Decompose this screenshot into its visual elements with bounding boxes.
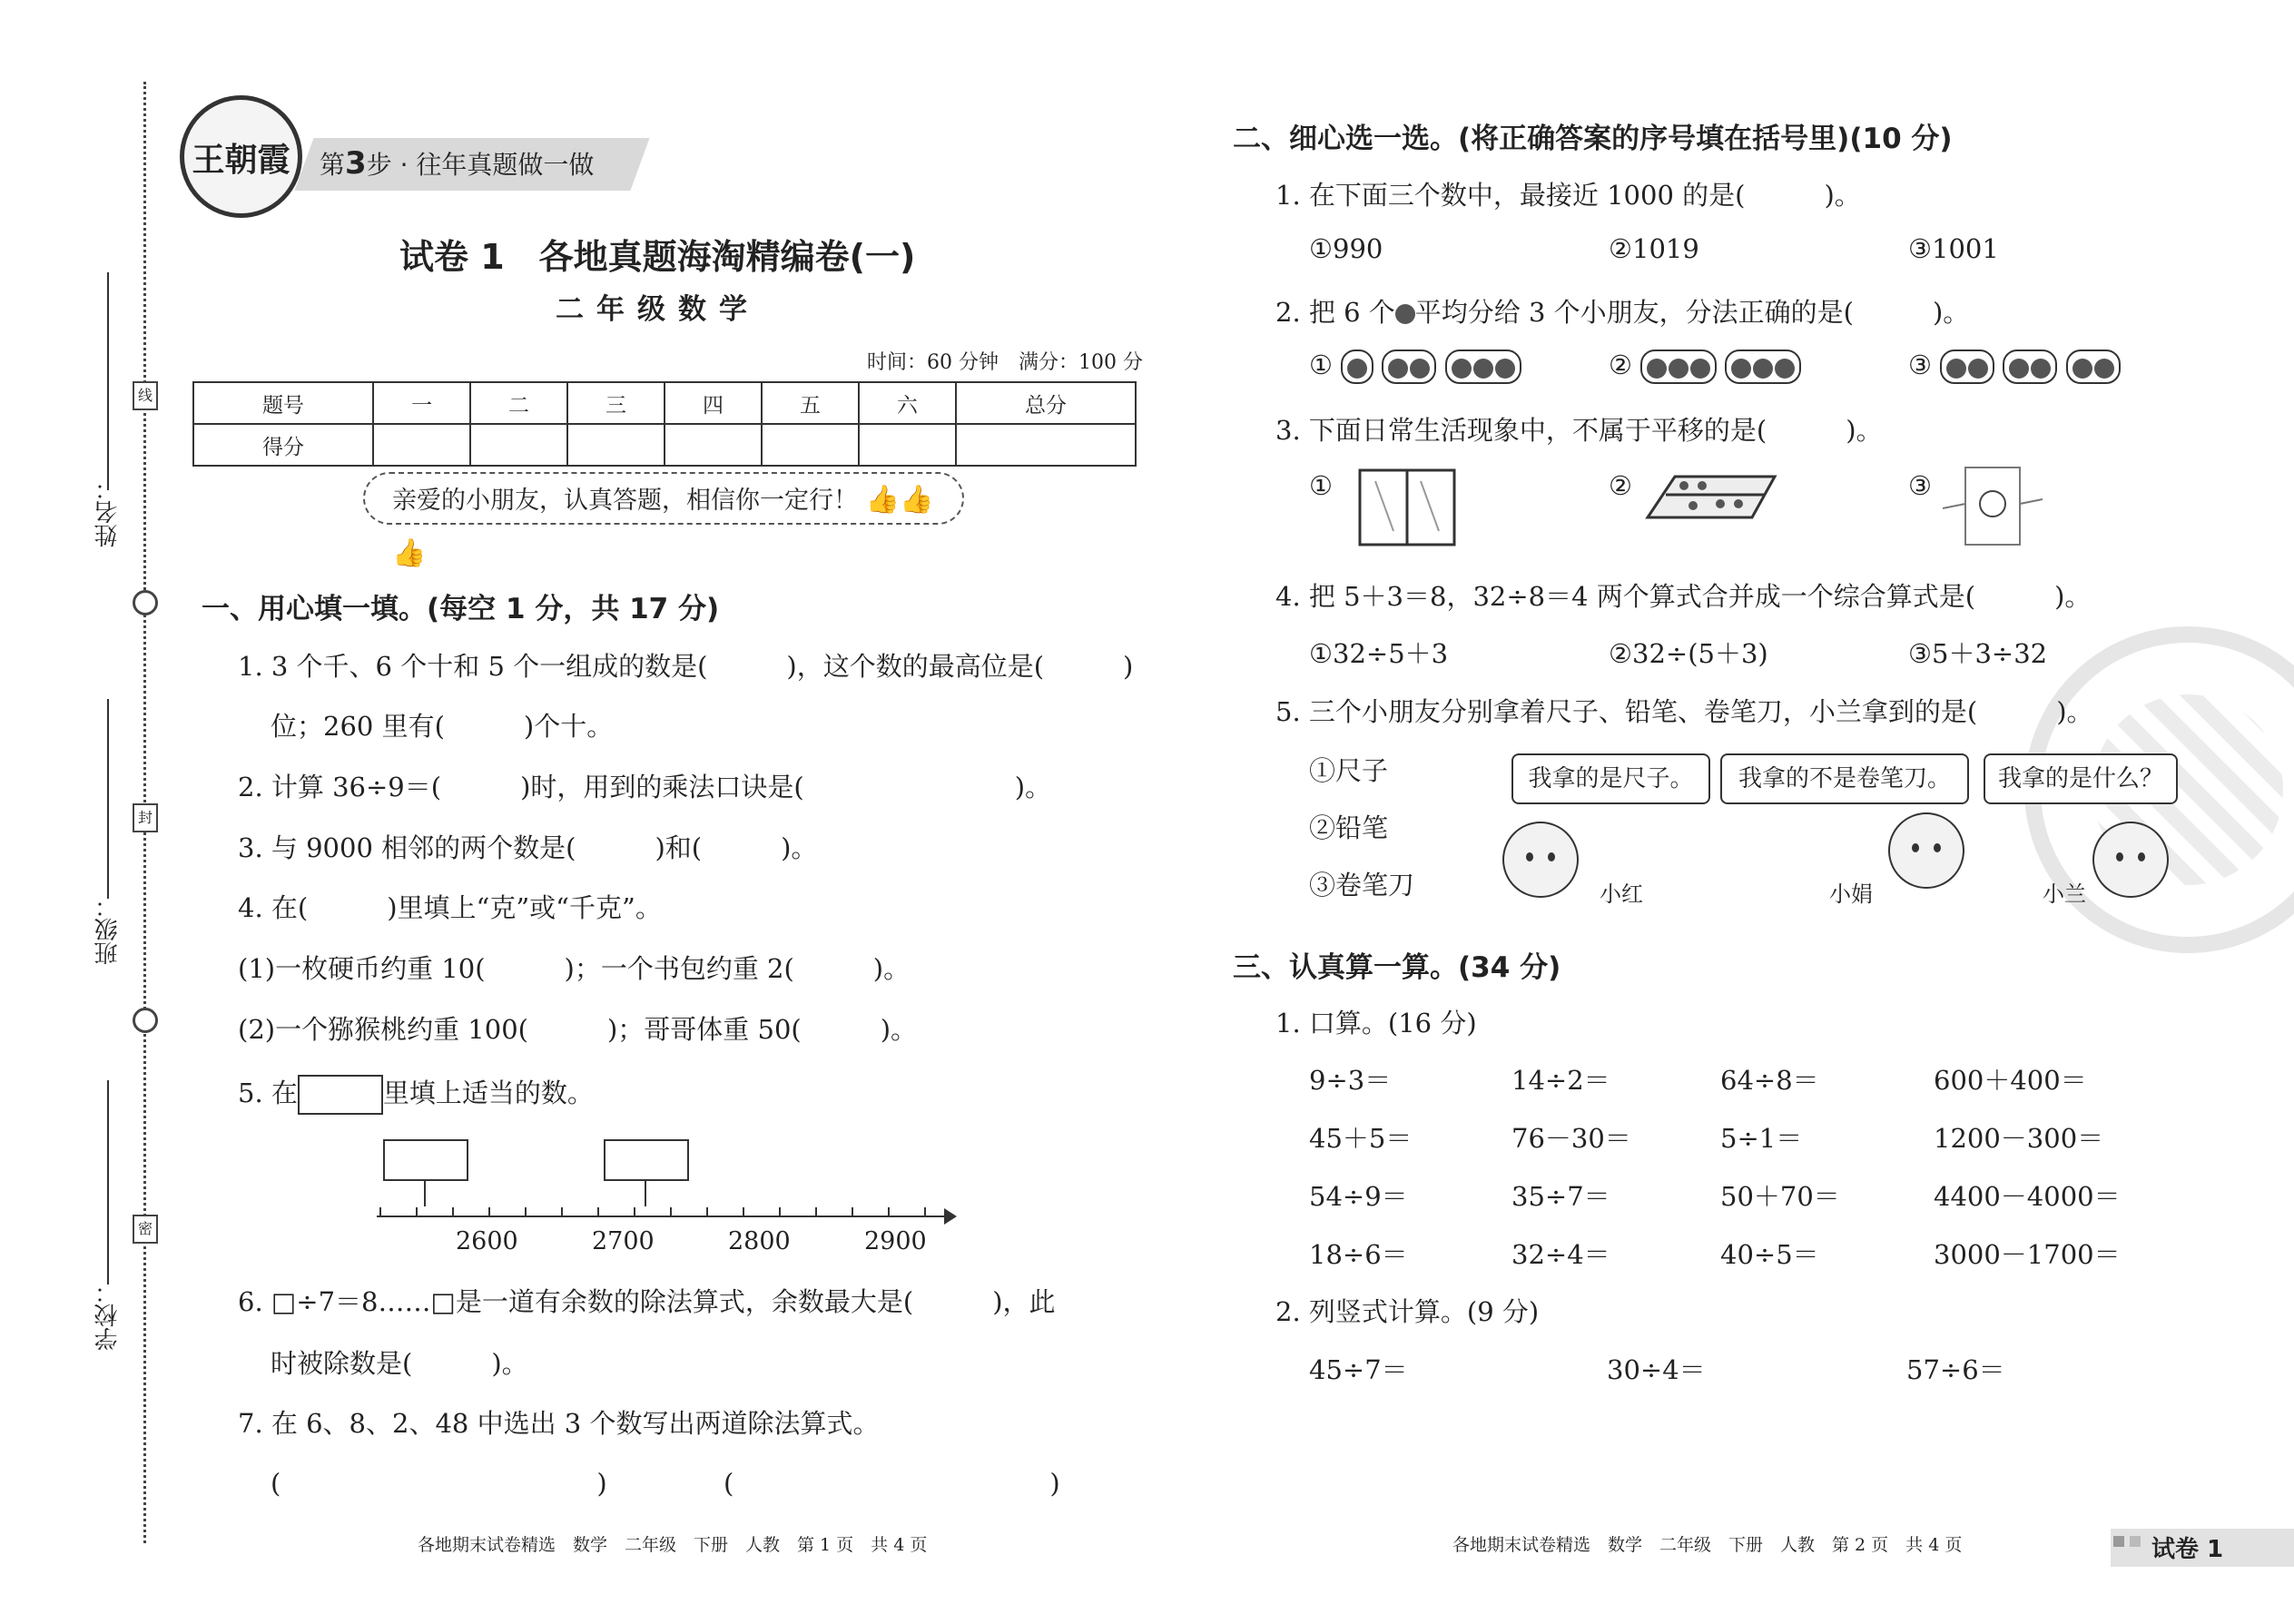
q6-line2: 时被除数是( )。 bbox=[271, 1348, 528, 1379]
thumbs-up-icon: 👍👍👍 bbox=[392, 484, 934, 569]
mental-problem: 50＋70＝ bbox=[1720, 1181, 1840, 1212]
score-header: 四 bbox=[665, 382, 762, 424]
numline-label: 2700 bbox=[592, 1227, 655, 1255]
s2-q1-option: ③1001 bbox=[1908, 233, 1999, 264]
speech-bubble: 我拿的是尺子。 bbox=[1511, 753, 1710, 804]
q5 bbox=[238, 1073, 594, 1115]
number-line-tick bbox=[706, 1207, 708, 1216]
mental-problem: 9÷3＝ bbox=[1309, 1065, 1392, 1096]
numline-label: 2900 bbox=[864, 1227, 927, 1255]
ring-icon bbox=[133, 1008, 158, 1033]
number-line-tick bbox=[379, 1207, 381, 1216]
step-suffix: 步 · 往年真题做一做 bbox=[366, 150, 595, 180]
score-header: 总分 bbox=[956, 382, 1136, 424]
s2-q4-option: ②32÷(5＋3) bbox=[1609, 638, 1768, 669]
s2-q2-suffix: 平均分给 3 个小朋友，分法正确的是( )。 bbox=[1414, 297, 1970, 328]
brand-badge bbox=[180, 95, 302, 218]
mental-problem: 35÷7＝ bbox=[1511, 1181, 1610, 1212]
option-num: ② bbox=[1609, 349, 1632, 380]
ball-icon bbox=[1410, 359, 1430, 379]
section2-title: 二、细心选一选。(将正确答案的序号填在括号里)(10 分) bbox=[1233, 123, 1953, 155]
footer-right: 各地期末试卷精选 数学 二年级 下册 人教 第 2 页 共 4 页 bbox=[1452, 1535, 1963, 1555]
mental-problem: 45＋5＝ bbox=[1309, 1123, 1413, 1154]
answer-box bbox=[298, 1075, 383, 1115]
encourage-banner bbox=[363, 472, 964, 569]
seal-feng: 封 bbox=[133, 803, 158, 832]
vertical-problem: 57÷6＝ bbox=[1906, 1354, 2005, 1385]
s2-q1-option: ①990 bbox=[1309, 233, 1383, 264]
s2-q5-option: ②铅笔 bbox=[1309, 812, 1389, 843]
footer-left: 各地期末试卷精选 数学 二年级 下册 人教 第 1 页 共 4 页 bbox=[418, 1535, 928, 1555]
s2-q1-option: ②1019 bbox=[1609, 233, 1699, 264]
mental-problem: 76－30＝ bbox=[1511, 1123, 1631, 1154]
s2-q5: 5. 三个小朋友分别拿着尺子、铅笔、卷笔刀，小兰拿到的是( )。 bbox=[1275, 696, 2093, 727]
q4-2: (2)一个猕猴桃约重 100( )；哥哥体重 50( )。 bbox=[238, 1014, 918, 1045]
ball-icon bbox=[2009, 359, 2029, 379]
s2-q2-prefix: 2. 把 6 个 bbox=[1275, 297, 1395, 328]
number-line-axis bbox=[377, 1216, 949, 1217]
number-line-tick bbox=[743, 1207, 744, 1216]
mental-problem: 14÷2＝ bbox=[1511, 1065, 1610, 1096]
ball-icon bbox=[1388, 359, 1408, 379]
mental-problem: 40÷5＝ bbox=[1720, 1239, 1819, 1270]
q5-suffix: 里填上适当的数。 bbox=[382, 1078, 594, 1108]
number-line-tick bbox=[924, 1207, 926, 1216]
number-line-tick bbox=[452, 1207, 454, 1216]
number-line-tick bbox=[561, 1207, 563, 1216]
score-cell[interactable] bbox=[859, 424, 956, 466]
name-label: 姓名： bbox=[94, 477, 122, 547]
s2-q3: 3. 下面日常生活现象中，不属于平移的是( )。 bbox=[1275, 415, 1883, 446]
s2-q2-option-a bbox=[1309, 349, 1521, 384]
score-cell[interactable] bbox=[762, 424, 859, 466]
kid-name: 小红 bbox=[1600, 881, 1643, 907]
s2-q4-option: ③5＋3÷32 bbox=[1908, 638, 2048, 669]
encourage-text: 亲爱的小朋友，认真答题，相信你一定行！ bbox=[392, 487, 858, 515]
mental-problem: 4400－4000＝ bbox=[1934, 1181, 2121, 1212]
number-line-tick bbox=[634, 1207, 635, 1216]
s3-sub2: 2. 列竖式计算。(9 分) bbox=[1275, 1296, 1540, 1327]
vertical-problem: 45÷7＝ bbox=[1309, 1354, 1408, 1385]
score-table bbox=[192, 381, 1137, 467]
numline-answer-box[interactable] bbox=[383, 1139, 468, 1181]
ball-group bbox=[1341, 349, 1373, 384]
score-header: 二 bbox=[470, 382, 567, 424]
seal-mi: 密 bbox=[133, 1215, 158, 1244]
arrow-right-icon bbox=[944, 1208, 957, 1225]
ball-group bbox=[1445, 349, 1521, 384]
rotating-door-icon bbox=[1938, 463, 2047, 549]
ball-icon bbox=[1452, 359, 1472, 379]
ball-icon bbox=[2031, 359, 2051, 379]
s2-q2-option-c bbox=[1908, 349, 2121, 384]
s2-q5-option: ③卷笔刀 bbox=[1309, 870, 1415, 901]
box-connector bbox=[645, 1179, 646, 1206]
mental-problem: 1200－300＝ bbox=[1934, 1123, 2104, 1154]
q7-blank[interactable]: ( ) bbox=[271, 1468, 607, 1499]
ball-icon bbox=[1946, 359, 1966, 379]
abacus-icon bbox=[1639, 468, 1784, 531]
option-num: ① bbox=[1309, 349, 1333, 380]
ball-icon bbox=[2072, 359, 2092, 379]
q7: 7. 在 6、8、2、48 中选出 3 个数写出两道除法算式。 bbox=[238, 1408, 880, 1439]
section1-title: 一、用心填一填。(每空 1 分，共 17 分) bbox=[202, 593, 720, 625]
ball-group bbox=[2003, 349, 2057, 384]
ball-icon bbox=[1347, 359, 1367, 379]
school-label: 学校： bbox=[94, 1280, 122, 1351]
s2-q5-option: ①尺子 bbox=[1309, 755, 1389, 786]
score-header-row bbox=[193, 382, 1136, 424]
step-prefix: 第 bbox=[320, 150, 346, 180]
s2-q2-option-b bbox=[1609, 349, 1801, 384]
ball-icon bbox=[1690, 359, 1710, 379]
score-cell[interactable] bbox=[373, 424, 470, 466]
number-line-tick bbox=[815, 1207, 817, 1216]
s2-q1: 1. 在下面三个数中，最接近 1000 的是( )。 bbox=[1275, 180, 1861, 211]
sliding-window-icon bbox=[1357, 468, 1457, 547]
girl-avatar bbox=[1888, 812, 1964, 889]
school-underline bbox=[107, 1080, 109, 1284]
girl-avatar bbox=[1502, 822, 1579, 898]
mental-problem: 3000－1700＝ bbox=[1934, 1239, 2121, 1270]
box-connector bbox=[424, 1179, 426, 1206]
number-line-tick bbox=[416, 1207, 418, 1216]
score-cell[interactable] bbox=[567, 424, 665, 466]
tab-square-icon bbox=[2130, 1536, 2141, 1547]
paper-tab-label: 试卷 1 bbox=[2151, 1536, 2224, 1563]
score-cell[interactable] bbox=[665, 424, 762, 466]
step-label bbox=[320, 145, 594, 182]
page-title: 试卷 1 各地真题海淘精编卷(一) bbox=[399, 237, 916, 277]
ball-icon bbox=[1473, 359, 1493, 379]
q7-blank[interactable]: ( ) bbox=[724, 1468, 1060, 1499]
numline-answer-box[interactable] bbox=[604, 1139, 689, 1181]
q1-line2: 位；260 里有( )个十。 bbox=[271, 711, 614, 742]
number-line-tick bbox=[779, 1207, 781, 1216]
s3-sub1: 1. 口算。(16 分) bbox=[1275, 1008, 1477, 1038]
ball-icon bbox=[1669, 359, 1689, 379]
ball-icon bbox=[1968, 359, 1988, 379]
number-line-tick bbox=[525, 1207, 527, 1216]
class-underline bbox=[107, 699, 109, 899]
ball-icon bbox=[1495, 359, 1515, 379]
ball-icon bbox=[1731, 359, 1751, 379]
ball-icon bbox=[1775, 359, 1795, 379]
number-line-tick bbox=[888, 1207, 890, 1216]
ball-icon bbox=[1395, 304, 1415, 324]
mental-problem: 54÷9＝ bbox=[1309, 1181, 1408, 1212]
score-row bbox=[193, 424, 1136, 466]
q6-line1: 6. □÷7＝8……□是一道有余数的除法算式，余数最大是( )，此 bbox=[238, 1286, 1056, 1317]
number-line-tick bbox=[852, 1207, 853, 1216]
mental-problem: 5÷1＝ bbox=[1720, 1123, 1803, 1154]
q2: 2. 计算 36÷9＝( )时，用到的乘法口诀是( )。 bbox=[238, 772, 1052, 802]
score-header: 三 bbox=[567, 382, 665, 424]
ring-icon bbox=[133, 590, 158, 615]
option-num: ② bbox=[1609, 470, 1632, 501]
ball-group bbox=[1382, 349, 1436, 384]
q5-prefix: 5. 在 bbox=[238, 1078, 298, 1108]
s2-q4-option: ①32÷5＋3 bbox=[1309, 638, 1449, 669]
vertical-problem: 30÷4＝ bbox=[1607, 1354, 1706, 1385]
s2-q4: 4. 把 5＋3＝8，32÷8＝4 两个算式合并成一个综合算式是( )。 bbox=[1275, 581, 2092, 612]
q4-1: (1)一枚硬币约重 10( )；一个书包约重 2( )。 bbox=[238, 953, 911, 984]
ball-icon bbox=[1647, 359, 1667, 379]
ball-group bbox=[1940, 349, 1994, 384]
ball-icon bbox=[1753, 359, 1773, 379]
numline-label: 2800 bbox=[728, 1227, 791, 1255]
ball-group bbox=[1725, 349, 1801, 384]
score-header: 六 bbox=[859, 382, 956, 424]
numline-label: 2600 bbox=[456, 1227, 518, 1255]
ball-group bbox=[1640, 349, 1717, 384]
class-label: 班级： bbox=[94, 894, 122, 965]
ball-group bbox=[2066, 349, 2121, 384]
speech-bubble: 我拿的不是卷笔刀。 bbox=[1720, 753, 1969, 804]
kid-name: 小娟 bbox=[1829, 881, 1873, 907]
score-header: 五 bbox=[762, 382, 859, 424]
brand-badge-text: 王朝霞 bbox=[192, 141, 290, 179]
seal-line: 线 bbox=[133, 381, 158, 410]
kid-name: 小兰 bbox=[2043, 881, 2086, 907]
q3: 3. 与 9000 相邻的两个数是( )和( )。 bbox=[238, 832, 818, 863]
number-line-tick bbox=[597, 1207, 599, 1216]
score-header: 一 bbox=[373, 382, 470, 424]
speech-bubble: 我拿的是什么？ bbox=[1984, 753, 2178, 804]
time-score-info: 时间：60 分钟 满分：100 分 bbox=[867, 351, 1143, 374]
tab-square-icon bbox=[2113, 1536, 2124, 1547]
step-number: 3 bbox=[345, 145, 367, 182]
mental-problem: 64÷8＝ bbox=[1720, 1065, 1819, 1096]
name-underline bbox=[107, 272, 109, 490]
girl-avatar bbox=[2092, 822, 2169, 898]
number-line-tick bbox=[670, 1207, 672, 1216]
s2-q2 bbox=[1275, 292, 1969, 330]
option-num: ③ bbox=[1908, 470, 1932, 501]
option-num: ③ bbox=[1908, 349, 1932, 380]
mental-problem: 18÷6＝ bbox=[1309, 1239, 1408, 1270]
ball-icon bbox=[2094, 359, 2114, 379]
score-row-label: 得分 bbox=[193, 424, 373, 466]
score-cell[interactable] bbox=[956, 424, 1136, 466]
mental-problem: 600＋400＝ bbox=[1934, 1065, 2087, 1096]
option-num: ① bbox=[1309, 470, 1333, 501]
q4: 4. 在( )里填上“克”或“千克”。 bbox=[238, 892, 662, 923]
number-line-tick bbox=[488, 1207, 490, 1216]
score-header: 题号 bbox=[193, 382, 373, 424]
page-subtitle: 二年级数学 bbox=[556, 293, 760, 326]
q1-line1: 1. 3 个千、6 个十和 5 个一组成的数是( )，这个数的最高位是( ) bbox=[238, 651, 1134, 682]
mental-problem: 32÷4＝ bbox=[1511, 1239, 1610, 1270]
section3-title: 三、认真算一算。(34 分) bbox=[1233, 951, 1561, 984]
score-cell[interactable] bbox=[470, 424, 567, 466]
